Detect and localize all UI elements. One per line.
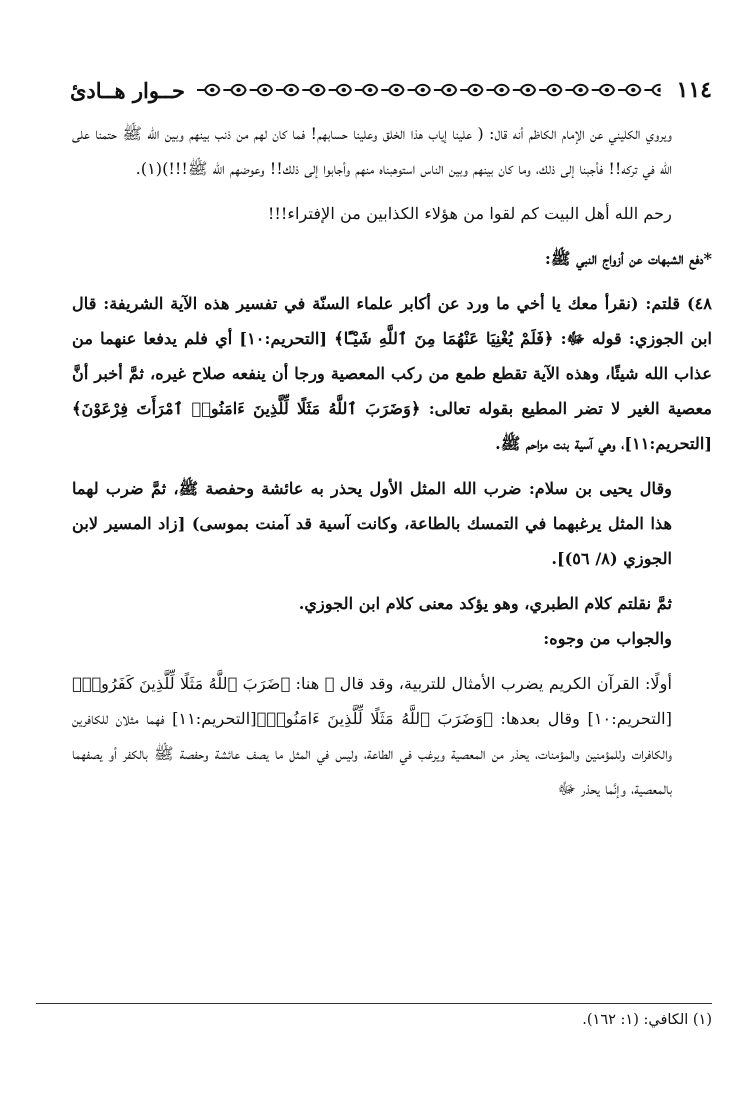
book-title: حــوار هــادئ (70, 77, 185, 103)
text-line: أولًا: القرآن الكريم يضرب الأمثال للتربية، وقد قال ﷻ هنا: ﴿ضَرَبَ ٱللَّهُ مَثَلًا (180, 674, 672, 693)
page-header (70, 70, 712, 110)
text-line: والجواب من وجوه: (543, 629, 672, 648)
page-body (72, 116, 712, 806)
text-line: رحم الله أهل البيت كم لقوا من هؤلاء الكذابين من الإفتراء!!! (267, 204, 672, 223)
paragraph-answer-intro (72, 621, 712, 656)
text-line: كان لهم من ذنب بينهم وبين الله ﷺ حتمنا على الله في تركه!! فأجبنا إلى ذلك، وما كان بينهم (72, 124, 672, 178)
text-line: لِّلَّذِينَ كَفَرُوا۟﴾[التحريم:١٠] وقال بعدها: ﴿وَضَرَبَ ٱللَّهُ مَثَلًا لِّلَّذِينَ ءَامَنُوا۟﴾[التحريم:١١] (72, 674, 672, 728)
section-heading (72, 241, 712, 276)
paragraph-kulayni (72, 116, 712, 186)
text-line: ٤٨) قلتم: (نقرأ معك يا أخي ما ورد عن أكابر علماء السنّة في تفسير هذه الآية الشريفة: (103, 294, 712, 313)
text-line: ثمَّ نقلتم كلام الطبري، وهو يؤكد معنى كلام ابن الجوزي. (298, 594, 672, 613)
footnote: (١) الكافي: (١: ١٦٢). (582, 1012, 712, 1028)
paragraph-yahya-ibn-sallam (72, 471, 712, 576)
text-line: فهما مثلان للكافرين والكافرات وللمؤمنين والمؤمنات، يحذر من المعصية ويرغب في الطاعة، (72, 709, 672, 763)
text-line: ءَامَنُوا۟ ٱمْرَأَتَ فِرْعَوْنَ﴾ [التحريم:١١]، وهي آسية بنت مزاحم ﷺ. (72, 399, 712, 453)
text-line: غيره، ثمَّ أخبر أنَّ معصية الغير لا تضر المطيع بقوله تعالى: ﴿وَضَرَبَ ٱللَّهُ مَثَلًا لِّلَّذِينَ (72, 364, 712, 418)
text-line: قال ابن الجوزي: قوله ﷻ: ﴿فَلَمْ يُغْنِيَا عَنْهُمَا مِنَ ٱللَّهِ شَيْـًٔا﴾ [التحريم:١٠] أي فلم يدفعا (72, 294, 712, 348)
text-line: عنهما من عذاب الله شيئًا، وهذه الآية تقطع طمع من ركب المعصية ورجا أن ينفعه صلاح (72, 329, 712, 383)
page-number: ١١٤ (676, 77, 712, 103)
ornament-pattern-icon (195, 79, 661, 101)
text-line: (٨/ ٥٦)]. (551, 549, 618, 568)
paragraph-ahl-al-bayt (72, 196, 712, 231)
paragraph-objection-48 (72, 286, 712, 461)
text-line: وبين الناس استوهبناه منهم وأجابوا إلى ذلك!! وعوضهم الله ﷺ!!!)(١). (135, 159, 468, 178)
heading-text: *دفع الشبهات عن أزواج النبي ﷺ: (544, 249, 712, 268)
paragraph-first-point (72, 666, 712, 806)
footnote-divider (36, 1003, 712, 1004)
ornament-divider (195, 79, 661, 101)
text-line: وليس في المثل ما يصف عائشة وحفصة ﷺ بالكفر أو يصفهما بالمعصية، وإنَّما يحذر ﷻ (72, 744, 672, 798)
paragraph-tabari (72, 586, 712, 621)
text-line: هذا المثل يرغبهما في التمسك بالطاعة، وكانت آسية قد آمنت بموسى) [زاد المسير لابن الجوزي (72, 514, 672, 568)
text-line: وقال يحيى بن سلام: ضرب الله المثل الأول يحذر به عائشة وحفصة ﷺ، ثمَّ ضرب لهما (72, 479, 672, 498)
text-line: ويروي الكليني عن الإمام الكاظم أنه قال: ( علينا إياب هذا الخلق وعلينا حسابهم! فما (292, 124, 672, 143)
